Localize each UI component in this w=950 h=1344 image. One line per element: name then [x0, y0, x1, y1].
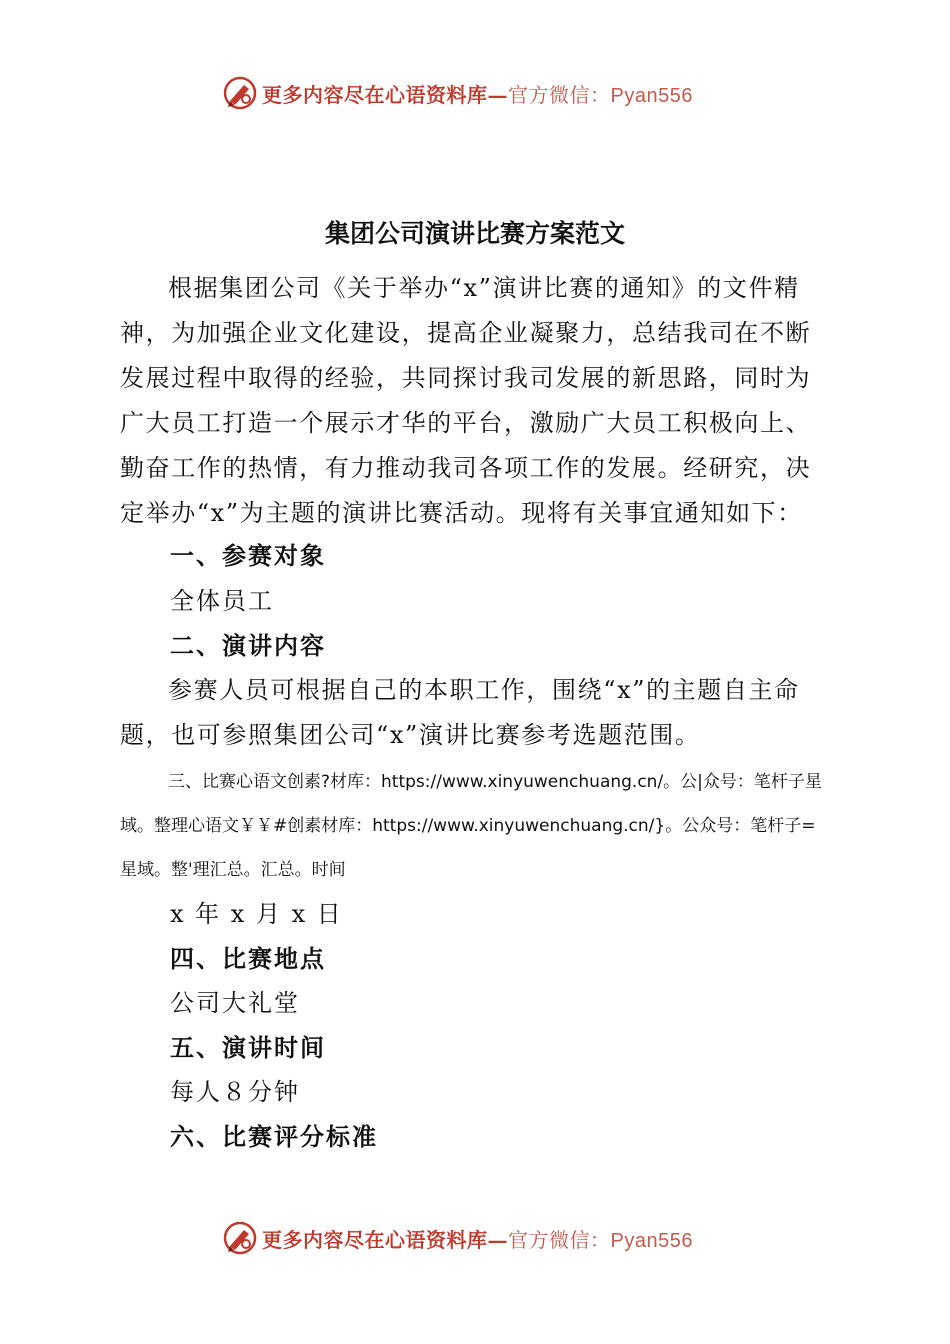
pen-logo-icon [222, 75, 258, 111]
intro-paragraph: 根据集团公司《关于举办“x”演讲比赛的通知》的文件精神，为加强企业文化建设，提高企业凝聚力，总结我司在不断发展过程中取得的经验，共同探讨我司发展的新思路，同时为广大员工打造一个展示才华的平台，激励广大员工积极向上、勤奋工作的热情，有力推动我司各项工作的发展。经研究，决定举办“x”为主题的演讲比赛活动。现将有关事宜通知如下： [120, 274, 812, 527]
banner-text: 更多内容尽在心语资料库—官方微信：Pyan556 [262, 82, 693, 107]
banner-text: 更多内容尽在心语资料库—官方微信：Pyan556 [262, 1227, 693, 1252]
section-body-duration: 每人８分钟 [170, 1078, 300, 1106]
section-body-content: 参赛人员可根据自己的本职工作，围绕“x”的主题自主命题，也可参照集团公司“x”演讲比赛参考选题范围。 [120, 676, 800, 749]
footer-banner [222, 1218, 693, 1258]
header-banner [222, 73, 693, 113]
wechat-label: 官方微信：Pyan556 [508, 84, 693, 107]
section-body-time: x 年 x 月 x 日 [170, 900, 343, 928]
section-heading-scoring: 六、比赛评分标准 [170, 1123, 378, 1151]
page-title: 集团公司演讲比赛方案范文 [324, 219, 625, 248]
section-heading-duration: 五、演讲时间 [170, 1034, 326, 1062]
pen-logo-icon [222, 1220, 258, 1256]
section-heading-time-mixed: 三、比赛心语文创素?材库：https://www.xinyuwenchuang.cn/。公|众号：笔杆子星域。整理心语文￥￥#创素材库：https://www.xinyuwenchuang.cn/}。公众号：笔杆子=星域。整'理汇总。汇总。时间 [120, 772, 822, 880]
section-heading-participants: 一、参赛对象 [170, 542, 326, 570]
section-body-participants: 全体员工 [170, 587, 274, 615]
wechat-label: 官方微信：Pyan556 [508, 1229, 693, 1252]
section-body-venue: 公司大礼堂 [170, 989, 300, 1017]
section-heading-content: 二、演讲内容 [170, 632, 326, 660]
section-heading-venue: 四、比赛地点 [170, 945, 326, 973]
